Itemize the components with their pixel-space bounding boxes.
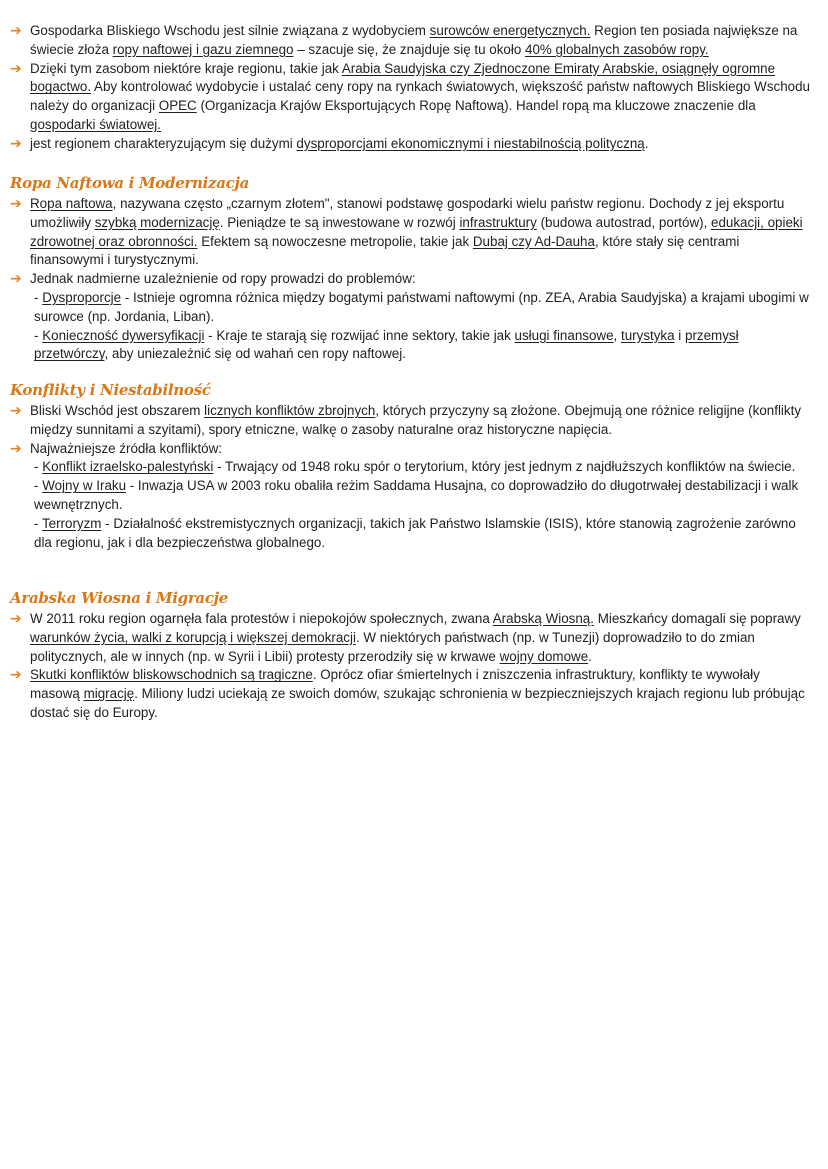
oil-item-2: ➔ Jednak nadmierne uzależnienie od ropy prowadzi do problemów: - Dysproporcje - Istnieje ogromna różnica między bogatymi państwami naftowymi (np. ZEA, Arabia Saudyjska) a krajami ubogimi w surowce (np. Jordania, Liban). - Konieczność dywersyfikacji - Kraje te starają się rozwijać inne sektory, takie jak usługi finansowe, turystyka i przemysł przetwórczy, aby uniezależnić się od wahań cen ropy naftowej. — [10, 270, 810, 364]
intro-item-2: ➔ Dzięki tym zasobom niektóre kraje regionu, takie jak Arabia Saudyjska czy Zjednoczone Emiraty Arabskie, osiągnęły ogromne bogactwo. Aby kontrolować wydobycie i ustalać ceny ropy na rynkach światowych, większość państw naftowych Bliskiego Wschodu należy do organizacji OPEC (Organizacja Krajów Eksportujących Ropę Naftową). Handel ropą ma kluczowe znaczenie dla gospodarki światowej. — [10, 60, 811, 132]
arrow-right-icon: ➔ — [10, 667, 22, 684]
intro-section — [10, 22, 810, 154]
spring-section — [10, 588, 810, 723]
intro-item-1: ➔ Gospodarka Bliskiego Wschodu jest silnie związana z wydobyciem surowców energetycznych. Region ten posiada największe na świecie złoża ropy naftowej i gazu ziemnego – szacuje się, że znajduje się tu około 40% globalnych zasobów ropy. — [10, 23, 798, 57]
conflicts-item-1: ➔ Bliski Wschód jest obszarem licznych konfliktów zbrojnych, których przyczyny są złożone. Obejmują one różnice religijne (konflikty między sunnitami a szyitami), spory etniczne, walkę o zasoby naturalne oraz historyczne napięcia. — [10, 403, 802, 437]
intro-item-3: ➔ jest regionem charakteryzującym się dużymi dysproporcjami ekonomicznymi i niestabilnością polityczną. — [10, 135, 649, 152]
conflicts-section — [10, 380, 810, 552]
conflicts-sub-list — [10, 458, 810, 552]
oil-sub-diversification: - Konieczność dywersyfikacji - Kraje te starają się rozwijać inne sektory, takie jak usługi finansowe, turystyka i przemysł przetwórczy, aby uniezależnić się od wahań cen ropy naftowej. — [34, 327, 739, 362]
oil-heading: Ropa Naftowa i Modernizacja — [10, 174, 250, 192]
spring-heading: Arabska Wiosna i Migracje — [10, 589, 229, 607]
arrow-right-icon: ➔ — [10, 135, 22, 152]
spring-item-1: ➔ W 2011 roku region ogarnęła fala protestów i niepokojów społecznych, zwana Arabską Wiosną. Mieszkańcy domagali się poprawy warunków życia, walki z korupcją i większej demokracji. W niektórych państwach (np. w Tunezji) doprowadziło to do zmian politycznych, ale w innych (np. w Syrii i Libii) protesty przerodziły się w krwawe wojny domowe. — [10, 611, 801, 664]
arrow-right-icon: ➔ — [10, 440, 22, 457]
arrow-right-icon: ➔ — [10, 403, 22, 419]
arrow-right-icon: ➔ — [10, 60, 22, 77]
arrow-right-icon: ➔ — [10, 611, 22, 627]
oil-sub-disproportions: - Dysproporcje - Istnieje ogromna różnica między bogatymi państwami naftowymi (np. ZEA, Arabia Saudyjska) a krajami ubogimi w surowce (np. Jordania, Liban). — [34, 289, 809, 324]
arrow-right-icon: ➔ — [10, 196, 22, 212]
conflicts-sub-iraq: - Wojny w Iraku - Inwazja USA w 2003 roku obaliła reżim Saddama Husajna, co doprowadziło do długotrwałej destabilizacji i walk wewnętrznych. — [34, 478, 799, 512]
conflicts-item-2: ➔ Najważniejsze źródła konfliktów: — [10, 440, 223, 457]
arrow-right-icon: ➔ — [10, 23, 22, 39]
conflicts-heading: Konflikty i Niestabilność — [10, 381, 211, 399]
spring-item-2: ➔ Skutki konfliktów bliskowschodnich są tragiczne. Oprócz ofiar śmiertelnych i zniszczenia infrastruktury, konflikty te wywołały masową migrację. Miliony ludzi uciekają ze swoich domów, szukając schronienia w bezpieczniejszych krajach regionu lub próbując dostać się do Europy. — [10, 667, 805, 720]
arrow-right-icon: ➔ — [10, 271, 22, 288]
oil-section — [10, 173, 810, 364]
oil-item-1: ➔ Ropa naftowa, nazywana często „czarnym złotem", stanowi podstawę gospodarki wielu państw regionu. Dochody z jej eksportu umożliwiły szybką modernizację. Pieniądze te są inwestowane w rozwój infrastruktury (budowa autostrad, portów), edukacji, opieki zdrowotnej oraz obronności. Efektem są nowoczesne metropolie, takie jak Dubaj czy Ad-Dauha, które stały się centrami finansowymi i turystycznymi. — [10, 196, 803, 268]
conflicts-sub-israel: - Konflikt izraelsko-palestyński - Trwający od 1948 roku spór o terytorium, który jest jednym z najdłuższych konfliktów na świecie. — [34, 459, 796, 475]
conflicts-sub-terrorism: - Terroryzm - Działalność ekstremistycznych organizacji, takich jak Państwo Islamskie (ISIS), które stanowią zagrożenie zarówno dla regionu, jak i dla bezpieczeństwa globalnego. — [34, 515, 796, 550]
